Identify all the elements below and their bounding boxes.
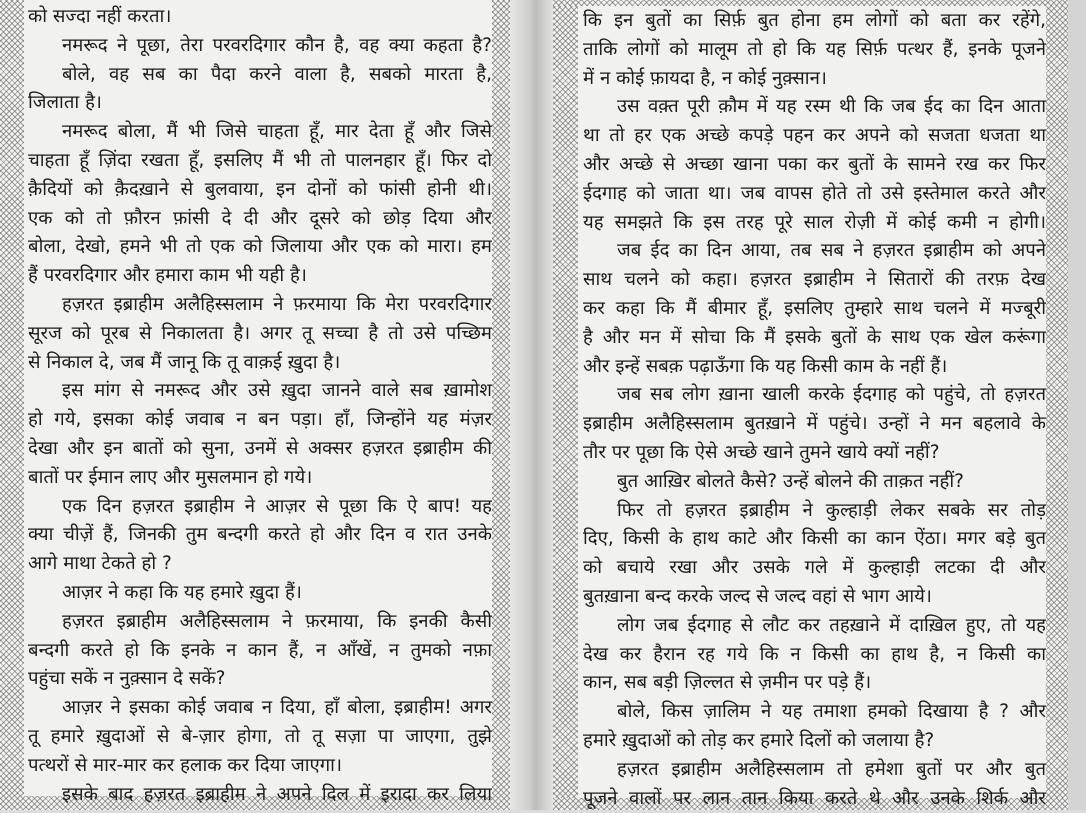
text-line: लोग जब ईदगाह से लौट कर तहख़ाने में दाख़िल हुए, तो यह bbox=[617, 614, 1046, 636]
left-page-border-left bbox=[0, 0, 24, 810]
text-line: हज़रत इब्राहीम अलैहिस्सलाम तो हमेशा बुतों पर और बुत bbox=[617, 758, 1046, 780]
background-edge bbox=[1068, 0, 1086, 810]
text-line: बोला, देखो, हमने भी तो एक को जिलाया और एक को मारा। हम bbox=[28, 236, 492, 258]
text-line: पत्थरों से मार-मार कर हलाक कर दिया जाएगा। bbox=[28, 754, 342, 776]
text-line: चाहता हूँ ज़िंदा रखता हूँ, इसलिए मैं भी तो पालनहार हूँ। फिर दो bbox=[28, 149, 492, 171]
text-line: आगे माथा टेकते हो ? bbox=[28, 553, 172, 575]
text-line: आज़र ने कहा कि यह हमारे ख़ुदा हैं। bbox=[62, 581, 302, 603]
text-line: हो गये, इसका कोई जवाब न बन पड़ा। हाँ, जिन्होंने यह मंज़र bbox=[28, 409, 492, 431]
text-line: ताकि लोगों को मालूम तो हो कि यह सिर्फ़ पत्थर हैं, इनके पूजने bbox=[583, 38, 1046, 60]
text-line: क़ैदियों को क़ैदख़ाने से बुलवाया, इन दोनों को फांसी होनी थी। bbox=[28, 178, 492, 200]
text-line: बुत आख़िर बोलते कैसे? उन्हें बोलने की ताक़त नहीं? bbox=[617, 470, 964, 492]
text-line: नमरूद ने पूछा, तेरा परवरदिगार कौन है, वह क्या कहता है? bbox=[62, 34, 492, 56]
text-line: तू हमारे ख़ुदाओं से बे-ज़ार होगा, तो तू सज़ा पा जाएगा, तुझे bbox=[28, 725, 492, 747]
text-line: इस मांग से नमरूद और उसे ख़ुदा जानने वाले सब ख़ामोश bbox=[62, 380, 492, 402]
text-line: साथ चलने को कहा। हज़रत इब्राहीम ने सितारों की तरफ़ देख bbox=[583, 269, 1046, 291]
right-page-border-right bbox=[1046, 0, 1068, 810]
text-line: बोले, वह सब का पैदा करने वाला है, सबको मारता है, bbox=[62, 63, 492, 85]
text-line: यह समझते कि इस तरह पूरे साल रोज़ी में कोई कमी न होगी। bbox=[583, 211, 1046, 233]
text-line: और इन्हें सबक़ पढ़ाऊँगा कि यह किसी काम के नहीं हैं। bbox=[583, 355, 948, 377]
text-line: तौर पर पूछा कि ऐसे अच्छे खाने तुमने खाये क्यों नहीं? bbox=[583, 441, 940, 463]
text-line: में न कोई फ़ायदा है, न कोई नुक़्सान। bbox=[583, 67, 827, 89]
text-line: और अच्छे से अच्छा खाना पका कर बुतों के सामने रख कर फिर bbox=[583, 153, 1046, 175]
left-page bbox=[0, 0, 510, 810]
text-line: को बचाये रखा और उसके गले में कुल्हाड़ी लटका दी और bbox=[583, 557, 1046, 579]
text-line: ईदगाह को जाता था। जब वापस होते तो उसे इस्तेमाल करते और bbox=[583, 182, 1046, 204]
right-page bbox=[553, 0, 1068, 810]
text-line: जब ईद का दिन आया, तब सब ने हज़रत इब्राहीम को अपने bbox=[617, 240, 1046, 262]
text-line: उस वक़्त पूरी क़ौम में यह रस्म थी कि जब ईद का दिन आता bbox=[617, 96, 1046, 118]
text-line: था तो हर एक अच्छे कपड़े पहन कर अपने को सजता धजता था bbox=[583, 125, 1046, 147]
text-line: बन्दगी करते हो कि इनके न कान हैं, न आँखें, न तुमको नफ़ा bbox=[28, 639, 492, 661]
text-line: देख कर हैरान रह गये कि न किसी का हाथ है, न किसी का bbox=[583, 643, 1046, 665]
text-line: एक को तो फ़ौरन फ़ांसी दे दी और दूसरे को छोड़ दिया और bbox=[28, 207, 492, 229]
text-line: कि इन बुतों का सिर्फ़ बुत होना हम लोगों को बता कर रहेंगे, bbox=[583, 10, 1046, 31]
text-line: हैं परवरदिगार और हमारा काम भी यही है। bbox=[28, 265, 307, 287]
text-line: जब सब लोग ख़ाना खाली करके ईदगाह को पहुंचे, तो हज़रत bbox=[617, 384, 1046, 406]
text-line: क्या चीज़ें हैं, जिनकी तुम बन्दगी करते हो और दिन व रात उनके bbox=[28, 524, 492, 546]
right-page-border-left bbox=[553, 0, 578, 810]
right-page-text bbox=[583, 7, 1046, 813]
text-line: इब्राहीम अलैहिस्सलाम बुतख़ाने में पहुंचे। उन्हों ने मन बहलावे के bbox=[583, 413, 1046, 435]
text-line: कर कहा कि मैं बीमार हूँ, इसलिए तुम्हारे साथ चलने में मज्बूरी bbox=[583, 297, 1046, 319]
book-gutter bbox=[510, 0, 553, 810]
text-line: बोले, किस ज़ालिम ने यह तमाशा हमको दिखाया है ? और bbox=[617, 701, 1046, 723]
text-line: इसके बाद हज़रत इब्राहीम ने अपने दिल में इरादा कर लिया bbox=[62, 783, 492, 805]
text-line: है और मन में सोचा कि मैं इसके बुतों के साथ एक खेल करूंगा bbox=[583, 326, 1046, 348]
left-page-text bbox=[28, 3, 492, 809]
text-line: फिर तो हज़रत इब्राहीम ने कुल्हाड़ी लेकर सबके सर तोड़ bbox=[617, 499, 1046, 521]
text-line: हज़रत इब्राहीम अलैहिस्सलाम ने फ़रमाया, कि इनकी कैसी bbox=[62, 610, 492, 632]
text-line: को सज्दा नहीं करता। bbox=[28, 6, 172, 27]
text-line: हमारे ख़ुदाओं को तोड़ कर हमारे दिलों को जलाया है? bbox=[583, 729, 935, 751]
right-page-border-top bbox=[553, 0, 1068, 6]
text-line: जिलाता है। bbox=[28, 92, 102, 114]
text-line: दिए, किसी के हाथ काटे और किसी का कान ऐंठा। मगर बड़े बुत bbox=[583, 528, 1046, 550]
text-line: आज़र ने इसका कोई जवाब न दिया, हाँ बोला, इब्राहीम! अगर bbox=[62, 697, 492, 719]
text-line: एक दिन हज़रत इब्राहीम ने आज़र से पूछा कि ऐ बाप! यह bbox=[62, 495, 492, 517]
text-line: नमरूद बोला, मैं भी जिसे चाहता हूँ, मार देता हूँ और जिसे bbox=[62, 121, 492, 143]
text-line: बुतख़ाना बन्द करके जल्द से जल्द वहां से भाग आये। bbox=[583, 585, 932, 607]
text-line: देखा और इन बातों को सुना, उनमें से अक्सर हज़रत इब्राहीम की bbox=[28, 437, 492, 459]
text-line: पूजने वालों पर लान तान किया करते थे और उनके शिर्क और bbox=[583, 787, 1046, 809]
text-line: हज़रत इब्राहीम अलैहिस्सलाम ने फ़रमाया कि मेरा परवरदिगार bbox=[62, 293, 492, 315]
text-line: पहुंचा सकें न नुक़्सान दे सकें? bbox=[28, 668, 226, 690]
left-page-border-right bbox=[492, 0, 510, 810]
text-line: सूरज को पूरब से निकालता है। अगर तू सच्चा है तो उसे पच्छिम bbox=[28, 322, 492, 344]
text-line: कान, सब बड़ी ज़िल्लत से ज़मीन पर पड़े हैं। bbox=[583, 672, 872, 694]
text-line: बातों पर ईमान लाए और मुसलमान हो गये। bbox=[28, 466, 313, 488]
text-line: से निकाल दे, जब मैं जानू कि तू वाक़ई ख़ुदा है। bbox=[28, 351, 341, 373]
